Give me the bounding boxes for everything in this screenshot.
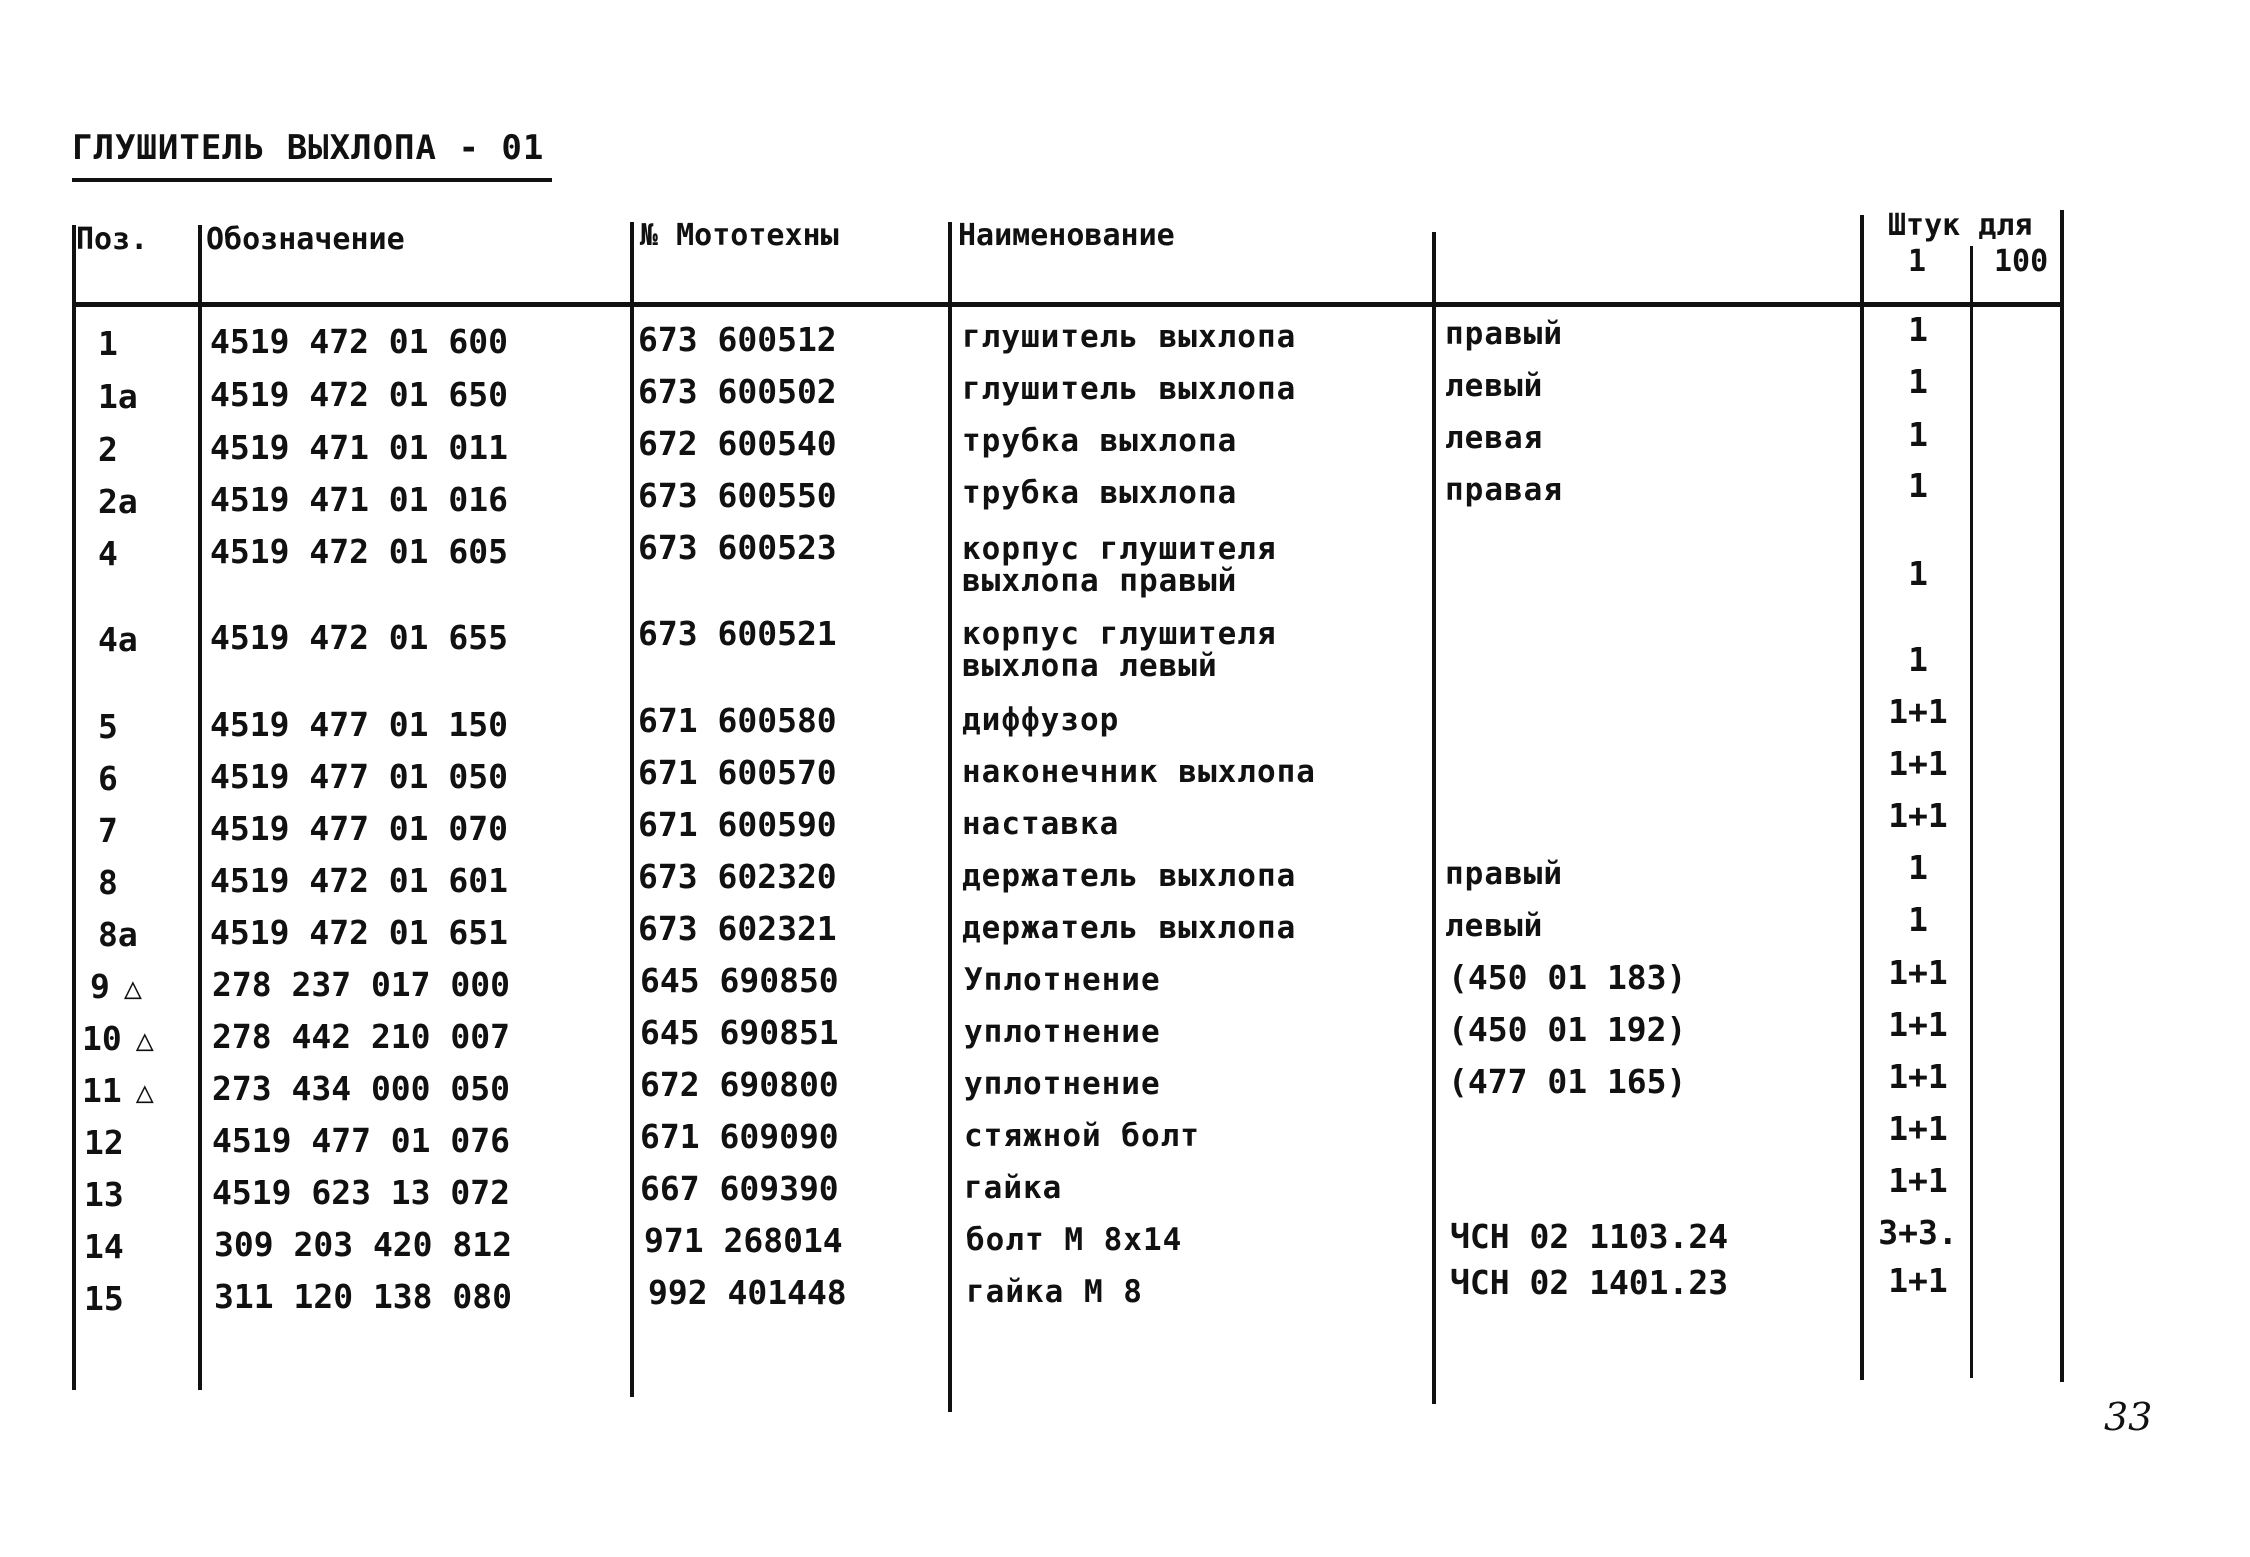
row-qty: 1 <box>1908 310 1928 349</box>
column-divider-designation <box>630 222 634 1397</box>
row-name: уплотнение <box>964 1066 1161 1102</box>
header-qty: Штук для <box>1888 208 2033 243</box>
row-name: глушитель выхлопа <box>962 319 1297 355</box>
row-note: ЧСН 02 1103.24 <box>1450 1217 1729 1256</box>
row-designation: 4519 471 01 011 <box>210 428 509 467</box>
row-mototechna: 645 690851 <box>640 1013 839 1052</box>
row-name: корпус глушителя <box>962 616 1277 652</box>
row-name-continued: выхлопа правый <box>962 563 1238 599</box>
triangle-icon: △ <box>123 971 142 1006</box>
row-qty: 1+1 <box>1888 1161 1948 1200</box>
row-pos: 12 <box>84 1123 124 1162</box>
header-name: Наименование <box>958 218 1175 253</box>
row-designation: 278 442 210 007 <box>212 1017 511 1056</box>
row-pos: 1a <box>98 377 138 416</box>
row-note: (477 01 165) <box>1448 1062 1687 1101</box>
row-mototechna: 671 600580 <box>638 701 837 740</box>
row-qty: 1 <box>1908 415 1928 454</box>
row-qty: 1 <box>1908 466 1928 505</box>
row-designation: 4519 472 01 600 <box>210 322 509 361</box>
row-qty: 1+1 <box>1888 953 1948 992</box>
row-pos-number: 10 <box>82 1019 122 1058</box>
page-number: 33 <box>2104 1395 2153 1439</box>
row-qty: 1 <box>1908 848 1928 887</box>
row-mototechna: 673 600521 <box>638 614 837 653</box>
row-mototechna: 673 602320 <box>638 857 837 896</box>
row-qty: 1+1 <box>1888 796 1948 835</box>
row-qty: 1+1 <box>1888 692 1948 731</box>
row-name: гайка <box>964 1170 1063 1206</box>
row-qty: 1+1 <box>1888 1057 1948 1096</box>
row-pos: 13 <box>84 1175 124 1214</box>
header-mototechna: № Мототехны <box>640 218 839 253</box>
triangle-icon: △ <box>135 1075 154 1110</box>
title-underline <box>72 178 552 182</box>
row-mototechna: 671 600570 <box>638 753 837 792</box>
row-note: (450 01 183) <box>1448 958 1687 997</box>
row-qty: 1+1 <box>1888 1261 1948 1300</box>
row-note: левая <box>1445 420 1544 456</box>
row-mototechna: 671 609090 <box>640 1117 839 1156</box>
row-pos: 6 <box>98 759 118 798</box>
row-name: уплотнение <box>964 1014 1161 1050</box>
triangle-icon: △ <box>135 1023 154 1058</box>
row-name: корпус глушителя <box>962 531 1277 567</box>
row-qty: 1+1 <box>1888 744 1948 783</box>
header-rule <box>72 302 2060 307</box>
row-note: правый <box>1445 856 1563 892</box>
row-mototechna: 673 600512 <box>638 320 837 359</box>
row-note: (450 01 192) <box>1448 1010 1687 1049</box>
row-designation: 4519 472 01 655 <box>210 618 509 657</box>
row-name: диффузор <box>962 702 1120 738</box>
row-mototechna: 673 600523 <box>638 528 837 567</box>
row-mototechna: 672 690800 <box>640 1065 839 1104</box>
row-pos: 8a <box>98 915 138 954</box>
row-pos: 2a <box>98 482 138 521</box>
row-name: Уплотнение <box>964 962 1161 998</box>
row-designation: 4519 477 01 070 <box>210 809 509 848</box>
row-name: трубка выхлопа <box>962 475 1238 511</box>
row-pos <box>82 1019 154 1058</box>
row-designation: 4519 477 01 050 <box>210 757 509 796</box>
row-designation: 4519 471 01 016 <box>210 480 509 519</box>
row-designation: 4519 472 01 650 <box>210 375 509 414</box>
column-divider-mototechna <box>948 222 952 1412</box>
row-pos: 2 <box>98 430 118 469</box>
row-qty: 1 <box>1908 900 1928 939</box>
row-name: глушитель выхлопа <box>962 371 1297 407</box>
row-mototechna: 673 602321 <box>638 909 837 948</box>
row-name: наставка <box>962 806 1120 842</box>
column-divider-right <box>2060 210 2064 1382</box>
row-mototechna: 673 600550 <box>638 476 837 515</box>
row-pos-number: 11 <box>82 1071 122 1110</box>
row-name: болт М 8x14 <box>966 1222 1183 1258</box>
row-pos: 1 <box>98 324 118 363</box>
row-qty: 3+3. <box>1878 1213 1958 1252</box>
row-pos: 4a <box>98 620 138 659</box>
row-name: держатель выхлопа <box>962 910 1297 946</box>
row-note: правая <box>1445 472 1563 508</box>
row-mototechna: 645 690850 <box>640 961 839 1000</box>
row-pos: 8 <box>98 863 118 902</box>
row-designation: 4519 472 01 601 <box>210 861 509 900</box>
row-pos: 5 <box>98 707 118 746</box>
header-designation: Обозначение <box>206 222 405 257</box>
row-qty: 1+1 <box>1888 1109 1948 1148</box>
row-qty: 1+1 <box>1888 1005 1948 1044</box>
row-pos: 15 <box>84 1279 124 1318</box>
row-designation: 4519 472 01 605 <box>210 532 509 571</box>
row-designation: 309 203 420 812 <box>214 1225 513 1264</box>
header-pos: Поз. <box>76 222 149 257</box>
column-divider-pos <box>198 225 202 1390</box>
row-note: ЧСН 02 1401.23 <box>1450 1263 1729 1302</box>
page-title: ГЛУШИТЕЛЬ ВЫХЛОПА - 01 <box>72 128 545 168</box>
row-designation: 278 237 017 000 <box>212 965 511 1004</box>
row-qty: 1 <box>1908 362 1928 401</box>
row-designation: 4519 623 13 072 <box>212 1173 511 1212</box>
row-designation: 4519 472 01 651 <box>210 913 509 952</box>
row-pos <box>90 967 142 1006</box>
row-name: держатель выхлопа <box>962 858 1297 894</box>
row-name: стяжной болт <box>964 1118 1200 1154</box>
row-mototechna: 971 268014 <box>644 1221 843 1260</box>
row-designation: 4519 477 01 076 <box>212 1121 511 1160</box>
row-pos: 14 <box>84 1227 124 1266</box>
row-mototechna: 992 401448 <box>648 1273 847 1312</box>
row-mototechna: 672 600540 <box>638 424 837 463</box>
header-qty-100: 100 <box>1994 244 2049 279</box>
row-mototechna: 673 600502 <box>638 372 837 411</box>
row-designation: 273 434 000 050 <box>212 1069 511 1108</box>
row-designation: 311 120 138 080 <box>214 1277 513 1316</box>
row-pos: 7 <box>98 811 118 850</box>
row-note: правый <box>1445 316 1563 352</box>
row-pos <box>82 1071 154 1110</box>
row-name: наконечник выхлопа <box>962 754 1316 790</box>
column-divider-left <box>72 225 76 1390</box>
header-qty-1: 1 <box>1908 244 1927 279</box>
column-divider-name <box>1432 232 1436 1404</box>
row-note: левый <box>1445 908 1544 944</box>
row-pos: 4 <box>98 534 118 573</box>
row-pos-number: 9 <box>90 967 110 1006</box>
row-name: трубка выхлопа <box>962 423 1238 459</box>
row-mototechna: 671 600590 <box>638 805 837 844</box>
row-mototechna: 667 609390 <box>640 1169 839 1208</box>
row-name: гайка М 8 <box>966 1274 1143 1310</box>
row-designation: 4519 477 01 150 <box>210 705 509 744</box>
row-name-continued: выхлопа левый <box>962 648 1218 684</box>
row-note: левый <box>1445 368 1544 404</box>
row-qty: 1 <box>1908 554 1928 593</box>
row-qty: 1 <box>1908 640 1928 679</box>
